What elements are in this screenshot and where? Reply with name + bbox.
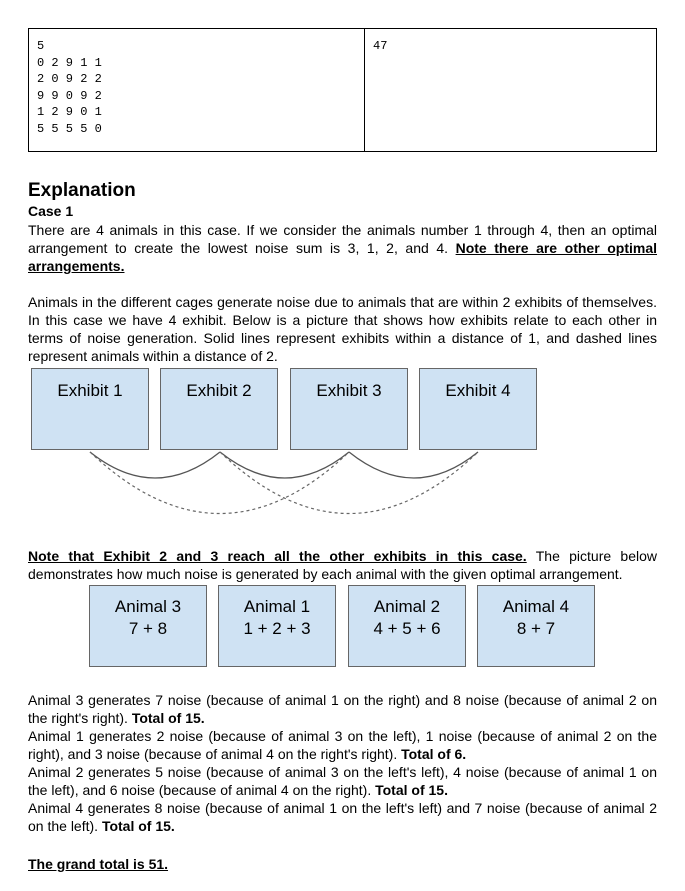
line-total: Total of 6.: [401, 746, 467, 762]
paragraph-arrangement: [28, 221, 657, 275]
animal-name: Animal 2: [373, 597, 441, 616]
animal-box-3: [348, 585, 466, 667]
arrangement-text: There are 4 animals in this case. If we consider the animals number 1 through 4, then an optimal arrangement to create the lowest noise sum is 3, 1, 2, and 4.: [28, 222, 657, 256]
exhibit-connections: [0, 440, 685, 540]
animal-calc: 4 + 5 + 6: [373, 619, 441, 638]
reach-text: The picture below demonstrates how much noise is generated by each animal with the given optimal arrangement.: [28, 548, 658, 582]
other-arrangements-note: Note there are other optimal arrangements.: [28, 240, 658, 274]
input-line: 5 5 5 5 0: [37, 121, 102, 136]
input-line: 2 0 9 2 2: [37, 72, 102, 86]
animal-name: Animal 3: [114, 597, 182, 616]
output-cell: [365, 29, 656, 151]
animal-calc: 8 + 7: [516, 619, 556, 638]
line-total: Total of 15.: [375, 782, 448, 798]
explanation-heading: Explanation: [28, 180, 136, 201]
animal-box-1: [89, 585, 207, 667]
line-total: Total of 15.: [131, 710, 205, 726]
line-total: Total of 15.: [101, 818, 175, 834]
animal-box-2: [218, 585, 336, 667]
animal-calc: 7 + 8: [128, 619, 168, 638]
paragraph-reach: [28, 547, 657, 583]
paragraph-noise-breakdown: [28, 691, 657, 835]
animal-name: Animal 4: [502, 597, 570, 616]
case-label: Case 1: [28, 203, 74, 219]
animal-name: Animal 1: [243, 597, 311, 616]
animal-calc: 1 + 2 + 3: [243, 619, 311, 638]
exhibit-box-1: Exhibit 1: [31, 368, 149, 450]
exhibit-box-4: Exhibit 4: [419, 368, 537, 450]
io-table: [28, 28, 657, 152]
noise-line: Animal 1 generates 2 noise (because of animal 3 on the left), 1 noise (because of animal 2 on the right), and 3 noise (because of animal 4 on the right's right). Total of 6.: [28, 728, 657, 762]
grand-total-paragraph: [28, 855, 657, 873]
noise-rules-text: Animals in the different cages generate noise due to animals that are within 2 exhibits of themselves. In this case we have 4 exhibit. Below is a picture that shows how exhibits relate to each other in terms of noise generation. Solid lines represent exhibits within a distance of 1, and dashed lines represent animals within a distance of 2.: [28, 294, 657, 364]
exhibit-box-3: Exhibit 3: [290, 368, 408, 450]
input-line: 9 9 0 9 2: [37, 88, 102, 103]
dashed-arc-2-4: [220, 452, 478, 514]
exhibit-box-2: Exhibit 2: [160, 368, 278, 450]
grand-total: The grand total is 51.: [28, 856, 169, 872]
dashed-arc-1-3: [90, 452, 349, 514]
solid-arc-2-3: [220, 452, 349, 478]
output-value: 47: [373, 39, 388, 53]
input-line: 5: [37, 39, 45, 53]
input-cell: [29, 29, 365, 151]
animal-box-4: [477, 585, 595, 667]
solid-arc-1-2: [90, 452, 220, 478]
input-line: 0 2 9 1 1: [37, 55, 102, 70]
input-line: 1 2 9 0 1: [37, 105, 102, 119]
noise-line: Animal 3 generates 7 noise (because of animal 1 on the right) and 8 noise (because of animal 2 on the right's right). Total of 15.: [28, 692, 657, 726]
noise-line: Animal 2 generates 5 noise (because of animal 3 on the left's left), 4 noise (because of animal 1 on the left), and 6 noise (because of animal 4 on the right). Total of 15.: [28, 764, 657, 798]
solid-arc-3-4: [349, 452, 478, 478]
reach-note: Note that Exhibit 2 and 3 reach all the other exhibits in this case.: [28, 548, 527, 564]
noise-line: Animal 4 generates 8 noise (because of animal 1 on the left's left) and 7 noise (because of animal 2 on the left). Total of 15.: [28, 800, 657, 834]
paragraph-noise-rules: [28, 293, 657, 365]
